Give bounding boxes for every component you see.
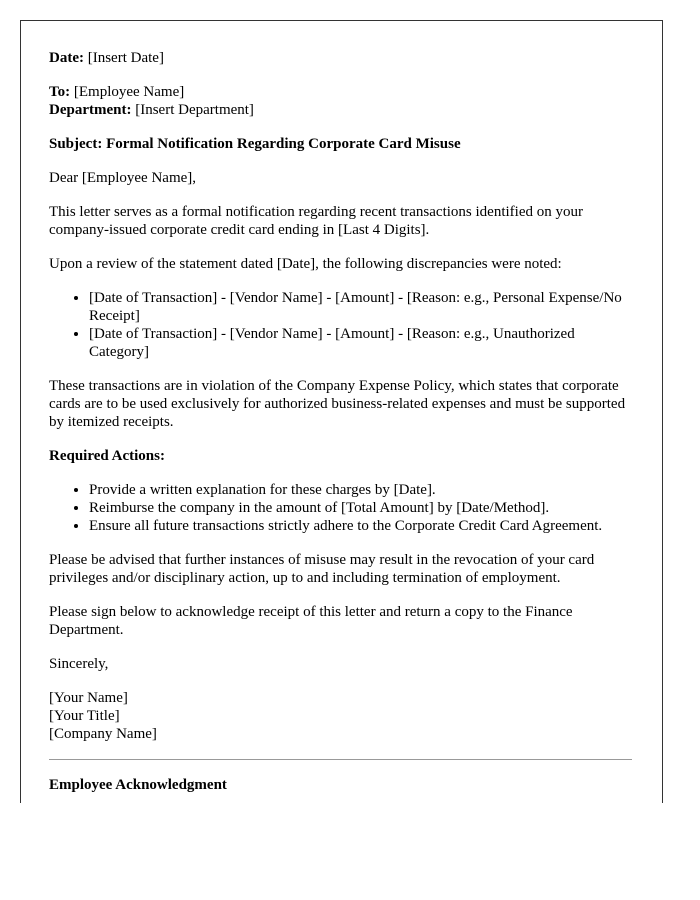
signer-name: [Your Name] (49, 690, 128, 706)
signer-title: [Your Title] (49, 708, 120, 724)
violation-paragraph: These transactions are in violation of the Company Expense Policy, which states that corporate cards are to be used exclusively for authorized business-related expenses and must be supported by itemized receipts. (49, 378, 626, 430)
closing: Sincerely, (49, 656, 109, 672)
letter-page (20, 20, 663, 803)
company-name: [Company Name] (49, 726, 157, 742)
intro-paragraph: This letter serves as a formal notification regarding recent transactions identified on your company-issued corporate credit card ending in [Last 4 Digits]. (49, 204, 583, 238)
warning-paragraph: Please be advised that further instances of misuse may result in the revocation of your card privileges and/or disciplinary action, up to and including termination of employment. (49, 552, 595, 586)
acknowledgment-heading: Employee Acknowledgment (49, 777, 227, 793)
subject-line (49, 135, 632, 153)
list-item: • Reimburse the company in the amount of [Total Amount] by [Date/Method]. (89, 499, 632, 517)
salutation: Dear [Employee Name], (49, 170, 197, 186)
signature-block (49, 689, 632, 743)
to-label: To: (49, 84, 71, 100)
department-value: [Insert Department] (135, 102, 254, 118)
date-line (49, 49, 632, 67)
list-item: • [Date of Transaction] - [Vendor Name] - [Amount] - [Reason: e.g., Personal Expense/No Receipt] (89, 289, 632, 325)
department-label: Department: (49, 102, 132, 118)
subject: Subject: Formal Notification Regarding Corporate Card Misuse (49, 136, 461, 152)
actions-heading (49, 447, 632, 465)
list-item: • [Date of Transaction] - [Vendor Name] - [Amount] - [Reason: e.g., Unauthorized Category] (89, 325, 632, 361)
sign-request-paragraph: Please sign below to acknowledge receipt of this letter and return a copy to the Finance Department. (49, 604, 573, 638)
recipient-block (49, 83, 632, 119)
list-item: • Ensure all future transactions strictly adhere to the Corporate Credit Card Agreement. (89, 517, 632, 535)
divider (49, 759, 632, 760)
actions-heading-text: Required Actions: (49, 448, 165, 464)
date-label: Date: (49, 50, 84, 66)
review-paragraph: Upon a review of the statement dated [Date], the following discrepancies were noted: (49, 256, 562, 272)
discrepancy-list (49, 289, 632, 361)
actions-list (49, 481, 632, 535)
to-value: [Employee Name] (73, 84, 185, 100)
list-item: • Provide a written explanation for these charges by [Date]. (89, 481, 632, 499)
date-value: [Insert Date] (87, 50, 164, 66)
